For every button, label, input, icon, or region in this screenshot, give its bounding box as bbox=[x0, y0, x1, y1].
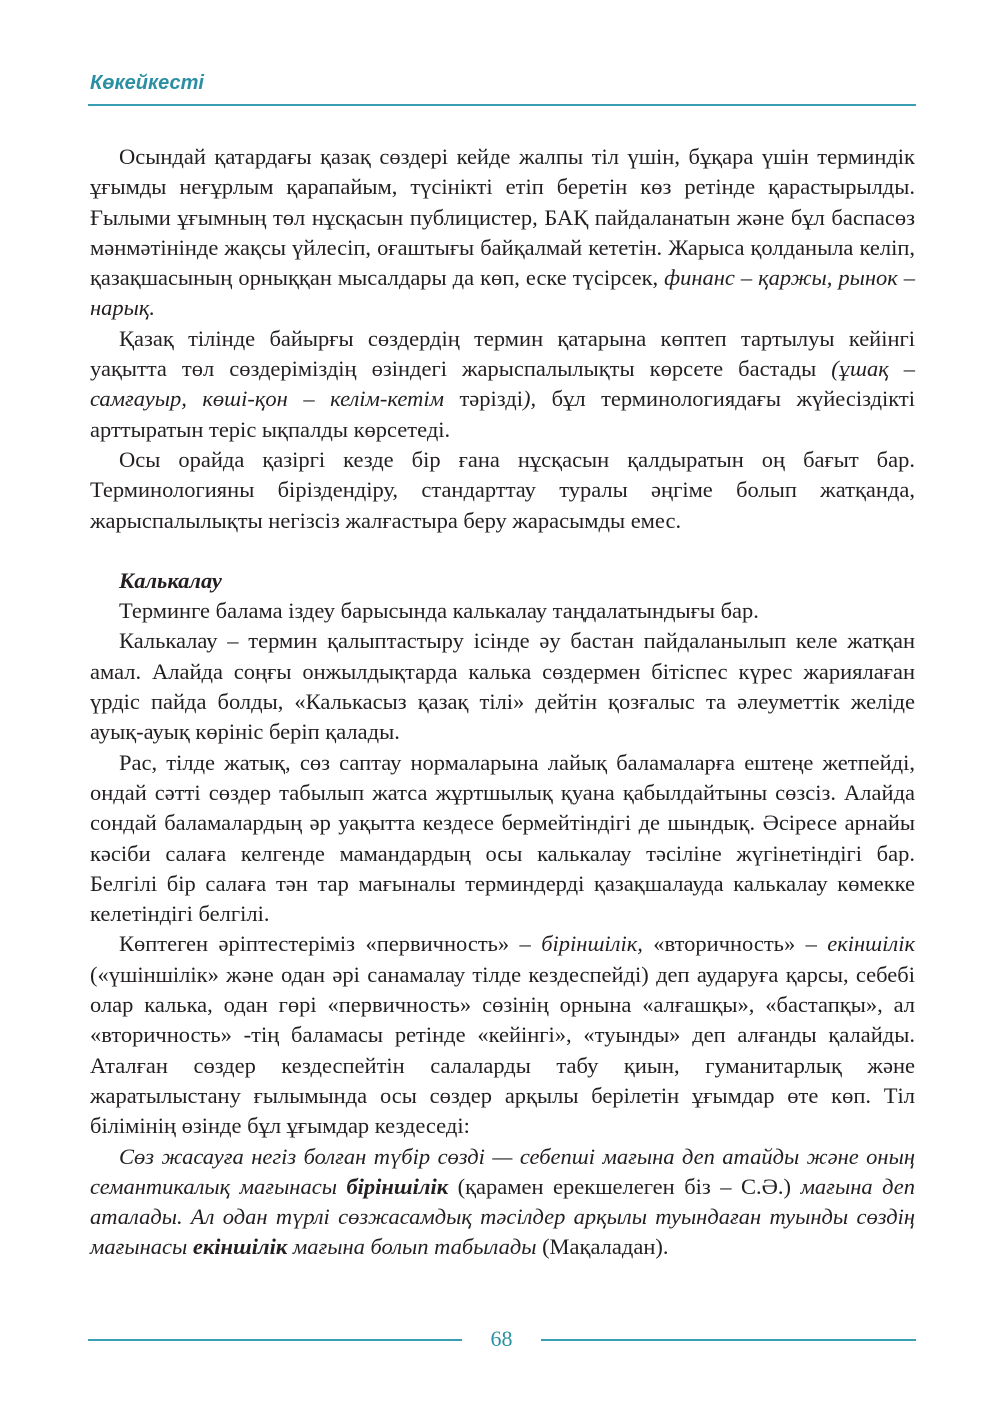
paragraph-1-text: Осындай қатардағы қазақ сөздері кейде жалпы тіл үшін, бұқара үшін терминдік ұғымды неғұрлым қарапайым, түсінікті етіп беретін көз ретінде қарастырылды. Ғылыми ұғымның төл нұсқасын публицистер, БАҚ пайдаланатын және бұл баспасөз мәнмәтінінде жақсы үйлесіп, оғаштығы байқалмай кететін. Жарыса қолданыла келіп, қазақшасының орныққан мысалдары да көп, еске түсірсек, bbox=[90, 144, 915, 291]
paragraph-2 bbox=[90, 324, 915, 445]
footer-rule-right bbox=[541, 1339, 916, 1341]
paragraph-7 bbox=[90, 929, 915, 1141]
paragraph-7-italic: біріншілік, bbox=[541, 931, 643, 957]
paragraph-3: Осы орайда қазіргі кезде бір ғана нұсқасын қалдыратын оң бағыт бар. Терминологияны біріздендіру, стандарттау туралы әңгіме болып жатқанда, жарыспалылықты негізсіз жалғастыра беру жарасымды емес. bbox=[90, 446, 915, 533]
section-heading: Калькалау bbox=[119, 567, 222, 593]
quote-italic-1: Сөз жасауға негіз болған түбір сөзді — себепші мағына деп атайды және оның семантикалық мағынасы bbox=[90, 1143, 915, 1199]
paragraph-7-text2: «вторичность» – bbox=[642, 931, 828, 957]
running-header-title: Көкейкесті bbox=[90, 72, 204, 94]
paragraph-7-text: Көптеген әріптестеріміз «первичность» – bbox=[119, 931, 542, 957]
quote-note: (қарамен ерекшелеген біз – С.Ә.) bbox=[448, 1173, 801, 1199]
paragraph-2-italic: (ұшақ – самғауыр, көші-қон – келім-кетім bbox=[90, 356, 915, 412]
paragraph-2-text2: тәрізді bbox=[443, 386, 523, 412]
paragraph-2-text3: бұл терминологиядағы жүйесіздікті арттыратын теріс ықпалды көрсетеді. bbox=[90, 386, 915, 442]
page-body bbox=[90, 142, 915, 1263]
paragraph-1 bbox=[90, 142, 915, 324]
paragraph-5: Калькалау – термин қалыптастыру ісінде әу бастан пайдаланылып келе жатқан амал. Алайда соңғы онжылдықтарда калька сөздермен бітіспес күрес жариялаған үрдіс пайда болды, «Калькасыз қазақ тілі» дейтін қозғалыс та әлеуметтік желіде ауық-ауық көрініс беріп қалады. bbox=[90, 628, 915, 745]
paragraph-2-text: Қазақ тілінде байырғы сөздердің термин қатарына көптеп тартылуы кейінгі уақытта төл сөздеріміздің өзіндегі жарыспалылықты көрсете бастады bbox=[90, 325, 915, 382]
quote-bold-term-2: екіншілік bbox=[192, 1234, 288, 1260]
quote-italic-2: мағына деп аталады. Ал одан түрлі сөзжасамдық тәсілдер арқылы туындаған туынды сөздің мағынасы bbox=[90, 1173, 915, 1260]
section-gap bbox=[90, 536, 915, 566]
paragraph-8-quote bbox=[90, 1142, 915, 1263]
quote-bold-term-1: біріншілік bbox=[346, 1173, 449, 1199]
paragraph-7-text3: («үшіншілік» және одан әрі санамалау тілде кездеспейді) деп аударуға қарсы, себебі олар калька, одан гөрі «первичность» сөзінің орнына «алғашқы», «бастапқы», ал «вторичность» -тің баламасы ретінде «кейінгі», «туынды» деп алғанды қалайды. Аталған сөздер кездеспейтін салаларды табу қиын, гуманитарлық және жаратылыстану ғылымында осы сөздер арқылы берілетін ұғымдар өте көп. Тіл білімінің өзінде бұл ұғымдар кездеседі: bbox=[90, 961, 915, 1139]
paragraph-6: Рас, тілде жатық, сөз саптау нормаларына лайық баламаларға ештеңе жетпейді, ондай сәтті сөздер табылып жатса жұртшылық қуана қабылдайтыны сөзсіз. Алайда сондай баламалардың әр уақытта кездесе бермейтіндігі де шындық. Әсіресе арнайы кәсіби салаға келгенде мамандардың осы калькалау тәсіліне жүгінетіндігі бар. Белгілі бір салаға тән тар мағыналы терминдерді қазақшалауда калькалау көмекке келетіндігі белгілі. bbox=[90, 749, 915, 927]
paragraph-7-italic2: екіншілік bbox=[827, 931, 915, 957]
header-rule bbox=[88, 104, 916, 106]
quote-source: (Мақаладан). bbox=[536, 1234, 669, 1260]
quote-italic-3: мағына болып табылады bbox=[287, 1234, 537, 1260]
paragraph-2-italic2: ), bbox=[522, 386, 537, 412]
paragraph-4: Терминге балама іздеу барысында калькалау таңдалатындығы бар. bbox=[119, 598, 759, 624]
paragraph-1-italic: финанс – қаржы, рынок – нарық. bbox=[90, 265, 916, 321]
footer-rule-left bbox=[88, 1339, 462, 1341]
page-number: 68 bbox=[490, 1326, 513, 1351]
